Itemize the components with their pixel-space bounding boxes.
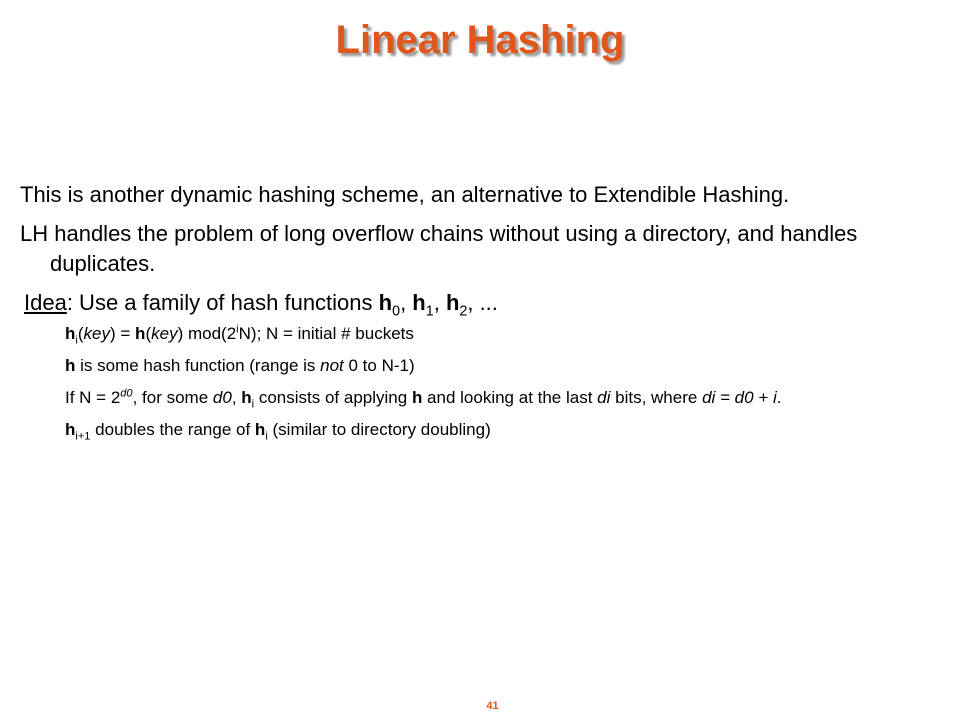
hash-h1: h [412, 290, 426, 315]
bits-h: h [411, 388, 423, 407]
idea-tail: , ... [467, 290, 498, 315]
bits-text: bits, where [610, 388, 703, 407]
bits-text: , for some [132, 388, 213, 407]
bullet-last-bits [20, 386, 945, 409]
hash-h0: h [378, 290, 393, 315]
bits-text: , [231, 388, 242, 407]
hash-h2: h [445, 290, 460, 315]
formula-part: ( [145, 324, 152, 343]
formula-part: ( [77, 324, 84, 343]
bullet-range-doubling [20, 418, 945, 441]
double-sub: i [265, 430, 268, 443]
formula-part: ) mod(2 [177, 324, 237, 343]
bits-sub-i: i [251, 398, 255, 411]
idea-text: : Use a family of hash functions [66, 290, 379, 315]
formula-h: h [135, 324, 146, 343]
formula-h: h [65, 324, 76, 343]
bits-text: If N = 2 [65, 388, 121, 407]
paragraph-overflow: LH handles the problem of long overflow chains without using a directory, and handles duplicates. [20, 221, 858, 276]
idea-line [20, 288, 945, 318]
bits-h: h [241, 388, 252, 407]
range-text: is some hash function (range is [75, 356, 321, 375]
bits-text: . [776, 388, 782, 407]
double-h: h [65, 420, 76, 439]
slide-title: Linear Hashing [335, 18, 625, 62]
bits-exp: d0 [120, 387, 133, 400]
bullet-hash-range [20, 354, 945, 377]
range-not: not [320, 356, 344, 375]
bits-di: di [597, 388, 611, 407]
hash-h0-sub: 0 [392, 303, 401, 320]
range-text: 0 to N-1) [343, 356, 415, 375]
paragraph-intro: This is another dynamic hashing scheme, an alternative to Extendible Hashing. [20, 182, 790, 207]
double-h: h [254, 420, 266, 439]
slide-content [20, 180, 945, 450]
hash-h2-sub: 2 [459, 303, 468, 320]
formula-part: ) = [110, 324, 136, 343]
formula-sub-i: i [75, 334, 78, 347]
bits-equation: di = d0 + i [702, 388, 777, 407]
formula-key: key [83, 324, 110, 343]
bullet-hash-formula [20, 322, 945, 345]
bits-text: consists of applying [254, 388, 412, 407]
idea-sep: , [400, 290, 413, 315]
double-text: doubles the range of [90, 420, 255, 439]
formula-key: key [151, 324, 178, 343]
page-number: 41 [486, 700, 499, 712]
formula-part: N); N = initial # buckets [238, 324, 414, 343]
double-text: (similar to directory doubling) [267, 420, 491, 439]
hash-h1-sub: 1 [425, 303, 434, 320]
bits-d0: d0 [212, 388, 232, 407]
idea-label: Idea [24, 290, 67, 315]
bits-text: and looking at the last [422, 388, 598, 407]
range-h: h [65, 356, 76, 375]
idea-sep: , [433, 290, 446, 315]
formula-exp: i [236, 323, 239, 336]
double-sub: i+1 [75, 430, 91, 443]
